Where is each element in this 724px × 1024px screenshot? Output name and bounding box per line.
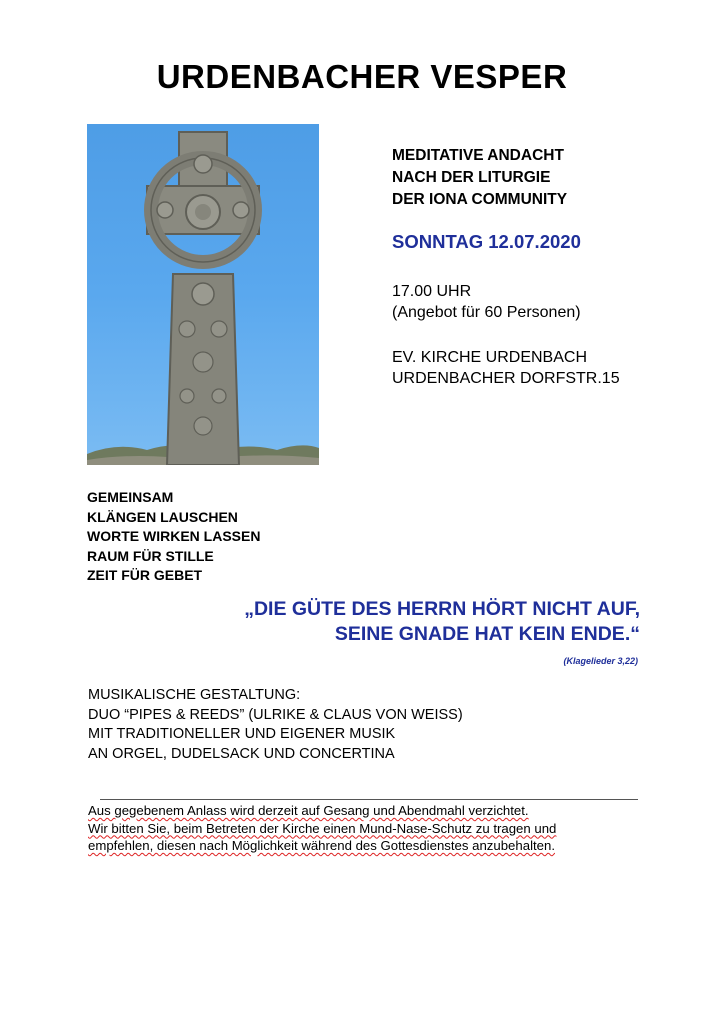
quote-source: (Klagelieder 3,22) (563, 656, 638, 666)
location-line: EV. KIRCHE URDENBACH (392, 349, 588, 366)
subtitle-line: MEDITATIVE ANDACHT (392, 147, 564, 164)
notice-text: empfehlen, diesen nach Möglichkeit während des Gottesdienstes anzubehalten. (88, 838, 555, 853)
motto-line: RAUM FÜR STILLE (87, 547, 214, 564)
divider-line (100, 799, 638, 800)
notice-text: Wir bitten Sie, beim Betreten der Kirche einen Mund-Nase-Schutz zu tragen und (88, 820, 557, 836)
quote-line: SEINE GNADE HAT KEIN ENDE.“ (334, 623, 640, 645)
motto-line: ZEIT FÜR GEBET (87, 567, 203, 583)
subtitle-line: NACH DER LITURGIE (392, 169, 551, 186)
motto-line: KLÄNGEN LAUSCHEN (87, 508, 238, 525)
location-block (392, 347, 620, 389)
notice-text: Aus gegebenem Anlass wird derzeit auf Gesang und Abendmahl verzichtet. (88, 803, 529, 818)
notice-line (88, 802, 648, 820)
hygiene-notice (88, 802, 648, 855)
celtic-cross-photo (87, 124, 319, 465)
music-line: DUO “PIPES & REEDS” (ULRIKE & CLAUS VON WEISS) (88, 706, 463, 723)
time-block (392, 281, 581, 323)
music-line: AN ORGEL, DUDELSACK UND CONCERTINA (88, 745, 395, 762)
bible-quote (244, 597, 640, 647)
location-line: URDENBACHER DORFSTR.15 (392, 370, 620, 387)
motto-list (87, 488, 260, 586)
notice-line (88, 820, 648, 838)
quote-line: „DIE GÜTE DES HERRN HÖRT NICHT AUF, (244, 598, 640, 620)
capacity-note: (Angebot für 60 Personen) (392, 304, 581, 321)
page-title: URDENBACHER VESPER (156, 58, 568, 95)
event-date: SONNTAG 12.07.2020 (392, 231, 581, 252)
motto-line: GEMEINSAM (87, 489, 174, 505)
subtitle-line: DER IONA COMMUNITY (392, 191, 568, 208)
notice-line (88, 837, 648, 855)
subtitle (392, 145, 567, 211)
music-line: MUSIKALISCHE GESTALTUNG: (88, 687, 301, 703)
music-info (88, 686, 463, 764)
motto-line: WORTE WIRKEN LASSEN (87, 528, 261, 544)
music-line: MIT TRADITIONELLER UND EIGENER MUSIK (88, 726, 396, 742)
event-time: 17.00 UHR (392, 283, 472, 300)
